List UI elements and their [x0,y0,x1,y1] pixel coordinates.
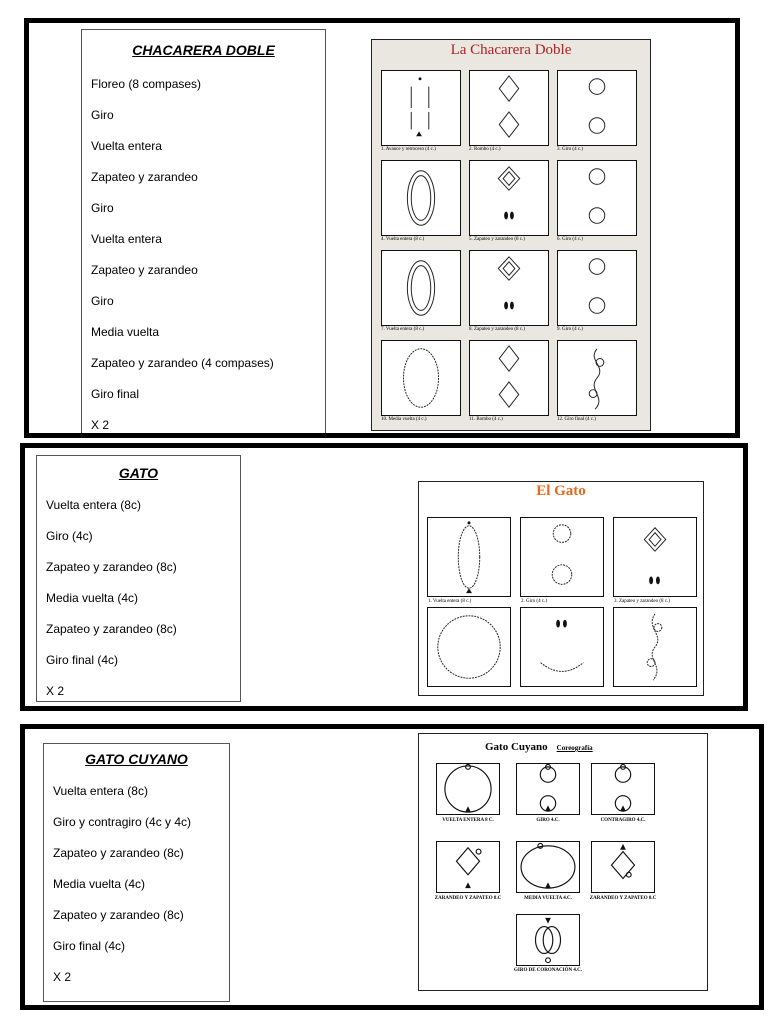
diagram-cell-vuelta-entera [381,160,461,236]
list-item: Zapateo y zarandeo [91,263,198,277]
list-item: Zapateo y zarandeo (8c) [53,846,184,860]
diagram-cell-zapateo-zarandeo [469,160,549,236]
diagram-caption: 2. Rombo (4 c.) [469,147,501,152]
list-item: Zapateo y zarandeo (8c) [53,908,184,922]
list-item: Floreo (8 compases) [91,77,202,91]
list-item: Media vuelta (4c) [46,591,139,605]
gato-cuyano-title: GATO CUYANO [85,751,188,767]
diagram-caption: 5. Zapateo y zarandeo (8 c.) [469,237,525,242]
list-item: Zapateo y zarandeo (8c) [46,622,177,636]
list-item: Giro [91,294,114,308]
diagram-caption: ZARANDEO Y ZAPATEO 8.C [434,896,502,901]
diagram-cell-giro-de-coronacion [516,914,580,966]
gato-diagram-figure [418,481,704,696]
diagram-caption: 1. Avance y retroceso (4 c.) [381,147,436,152]
chacarera-diagram-figure [371,39,651,431]
diagram-cell-giro [520,517,604,597]
diagram-caption: VUELTA ENTERA 8 C. [442,818,494,823]
gato-cuyano-figure-subtitle: Coreografía [556,744,593,752]
diagram-cell-vuelta-entera [427,517,511,597]
list-item: X 2 [46,684,65,698]
diagram-cell-rombo [469,340,549,416]
diagram-caption: 6. Giro (4 c.) [557,237,583,242]
diagram-cell-media-vuelta [381,340,461,416]
diagram-caption: 3. Zapateo y zarandeo (8 c.) [614,599,670,604]
diagram-caption: ZARANDEO Y ZAPATEO 8.C [589,896,657,901]
diagram-caption: 3. Giro (4 c.) [557,147,583,152]
list-item: Vuelta entera (8c) [53,784,148,798]
list-item: Giro [91,108,114,122]
diagram-cell-zapateo-zarandeo [613,517,697,597]
diagram-caption: 10. Media vuelta (4 c.) [381,417,427,422]
list-item: Zapateo y zarandeo (4 compases) [91,356,274,370]
gato-cuyano-steps-list [43,743,230,1002]
diagram-cell-media-vuelta [516,841,580,893]
diagram-cell-vuelta-entera [381,250,461,326]
diagram-caption: 1. Vuelta entera (8 c.) [428,599,472,604]
diagram-caption: MEDIA VUELTA 4.C. [524,896,572,901]
list-item: X 2 [53,970,72,984]
gato-cuyano-diagram-figure [418,733,708,991]
list-item: Media vuelta (4c) [53,877,146,891]
diagram-cell-zapateo-zarandeo [520,607,604,687]
list-item: Giro (4c) [46,529,93,543]
diagram-caption: GIRO DE CORONACIÓN 4.C. [514,968,582,973]
diagram-cell-giro-final [557,340,637,416]
diagram-caption: 8. Zapateo y zarandeo (8 c.) [469,327,525,332]
diagram-cell-zarandeo-zapateo [436,841,500,893]
diagram-caption: CONTRAGIRO 4.C. [600,818,646,823]
list-item: X 2 [91,418,110,432]
diagram-cell-media-vuelta [427,607,511,687]
gato-figure-title: El Gato [536,483,586,499]
diagram-cell-giro [557,160,637,236]
diagram-caption: 11. Rombo (4 c.) [469,417,503,422]
diagram-caption: 7. Vuelta entera (8 c.) [381,327,425,332]
diagram-cell-avance-retroceso [381,70,461,146]
diagram-caption: GIRO 4.C. [536,818,560,823]
chacarera-section [24,18,740,438]
diagram-cell-zapateo-zarandeo [469,250,549,326]
list-item: Giro final (4c) [53,939,126,953]
list-item: Vuelta entera (8c) [46,498,141,512]
list-item: Vuelta entera [91,232,162,246]
diagram-cell-vuelta-entera [436,763,500,815]
diagram-cell-contragiro [591,763,655,815]
gato-steps-list [36,455,241,702]
gato-cuyano-figure-title: Gato Cuyano [485,741,548,753]
diagram-cell-zarandeo-zapateo [591,841,655,893]
gato-cuyano-section [20,724,764,1010]
diagram-cell-giro [516,763,580,815]
list-item: Giro y contragiro (4c y 4c) [53,815,192,829]
gato-section [20,443,748,711]
diagram-cell-rombo [469,70,549,146]
chacarera-figure-title: La Chacarera Doble [450,42,572,58]
diagram-cell-giro [557,70,637,146]
chacarera-title: CHACARERA DOBLE [132,42,275,58]
list-item: Giro final (4c) [46,653,119,667]
gato-cuyano-figure-heading [485,737,593,755]
diagram-cell-giro [557,250,637,326]
list-item: Vuelta entera [91,139,162,153]
chacarera-steps-list [81,29,326,433]
diagram-caption: 9. Giro (4 c.) [557,327,583,332]
gato-title: GATO [118,465,159,481]
diagram-caption: 12. Giro final (4 c.) [557,417,596,422]
diagram-cell-giro-final [613,607,697,687]
list-item: Zapateo y zarandeo (8c) [46,560,177,574]
diagram-caption: 4. Vuelta entera (8 c.) [381,237,425,242]
list-item: Giro final [91,387,140,401]
list-item: Media vuelta [91,325,160,339]
diagram-caption: 2. Giro (4 c.) [521,599,547,604]
list-item: Giro [91,201,114,215]
list-item: Zapateo y zarandeo [91,170,198,184]
